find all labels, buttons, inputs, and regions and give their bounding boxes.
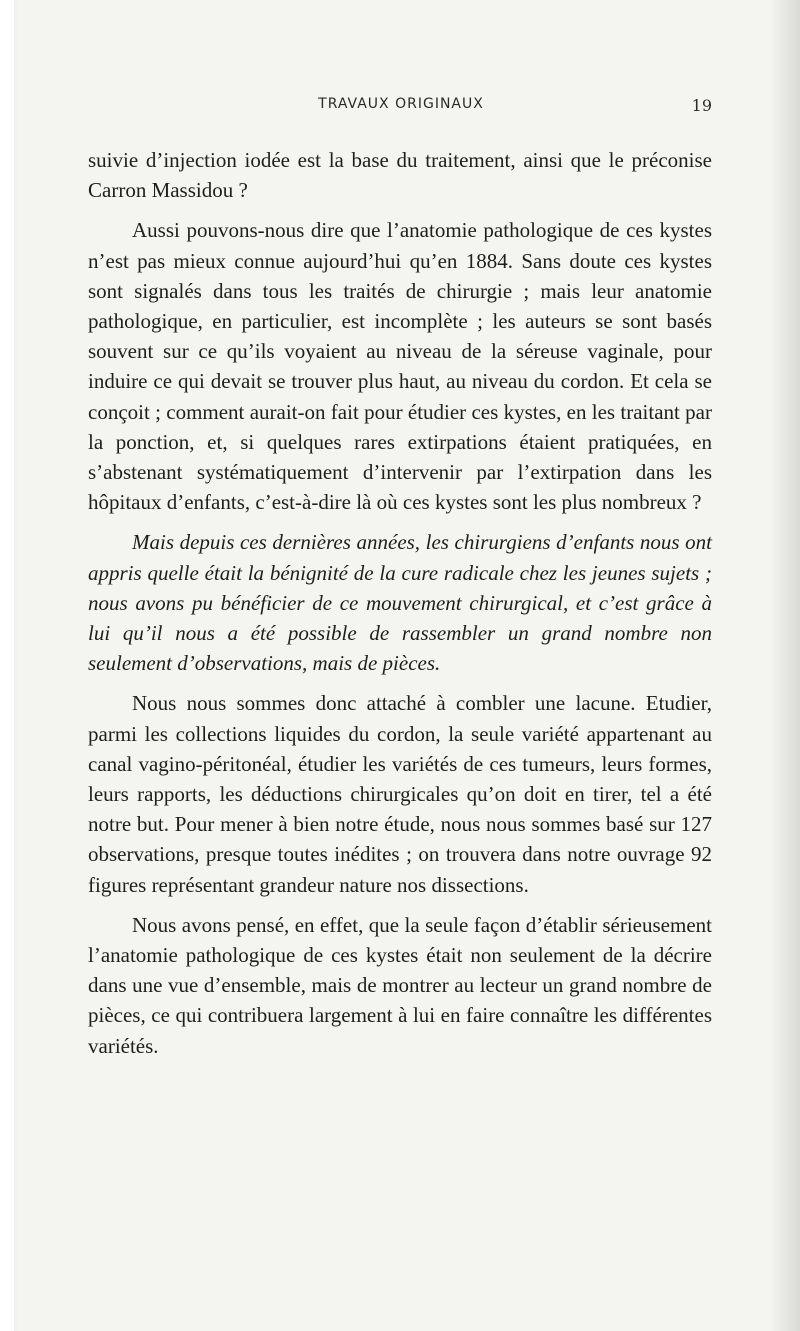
- body-text: [88, 145, 712, 1071]
- paragraph-italic: Mais depuis ces dernières années, les chirurgiens d’enfants nous ont appris quelle était la bénignité de la cure radicale chez les jeunes sujets ; nous avons pu bénéficier de ce mouvement chirurgical, et c’est grâce à lui qu’il nous a été possible de rassembler un grand nombre non seulement d’observations, mais de pièces.: [88, 530, 712, 676]
- paragraph-continuation: suivie d’injection iodée est la base du traitement, ainsi que le préconise Carron Massidou ?: [88, 148, 712, 203]
- running-title: TRAVAUX ORIGINAUX: [318, 96, 484, 112]
- paragraph: Nous nous sommes donc attaché à combler une lacune. Etudier, parmi les collections liquides du cordon, la seule variété appartenant au canal vagino-péritonéal, étudier les variétés de ces tumeurs, leurs formes, leurs rapports, les déductions chirurgicales qu’on doit en tirer, tel a été notre but. Pour mener à bien notre étude, nous nous sommes basé sur 127 observations, presque toutes inédites ; on trouvera dans notre ouvrage 92 figures représentant grandeur nature nos dissections.: [88, 691, 712, 897]
- paragraph: Aussi pouvons-nous dire que l’anatomie pathologique de ces kystes n’est pas mieux connue aujourd’hui qu’en 1884. Sans doute ces kystes sont signalés dans tous les traités de chirurgie ; mais leur anatomie pathologique, en particulier, est incomplète ; les auteurs se sont basés souvent sur ce qu’ils voyaient au niveau de la séreuse vaginale, pour induire ce qui devait se trouver plus haut, au niveau du cordon. Et cela se conçoit ; comment aurait-on fait pour étudier ces kystes, en les traitant par la ponction, et, si quelques rares extirpations étaient pratiquées, en s’abstenant systématiquement d’intervenir par l’extirpation dans les hôpitaux d’enfants, c’est-à-dire là où ces kystes sont les plus nombreux ?: [88, 218, 712, 515]
- page-edge: [0, 0, 14, 1331]
- page-number: 19: [691, 96, 712, 115]
- paragraph: Nous avons pensé, en effet, que la seule façon d’établir sérieusement l’anatomie pathologique de ces kystes était non seulement de la décrire dans une vue d’ensemble, mais de montrer au lecteur un grand nombre de pièces, ce qui contribuera largement à lui en faire connaître les différentes variétés.: [88, 912, 712, 1058]
- page-header: [90, 96, 712, 120]
